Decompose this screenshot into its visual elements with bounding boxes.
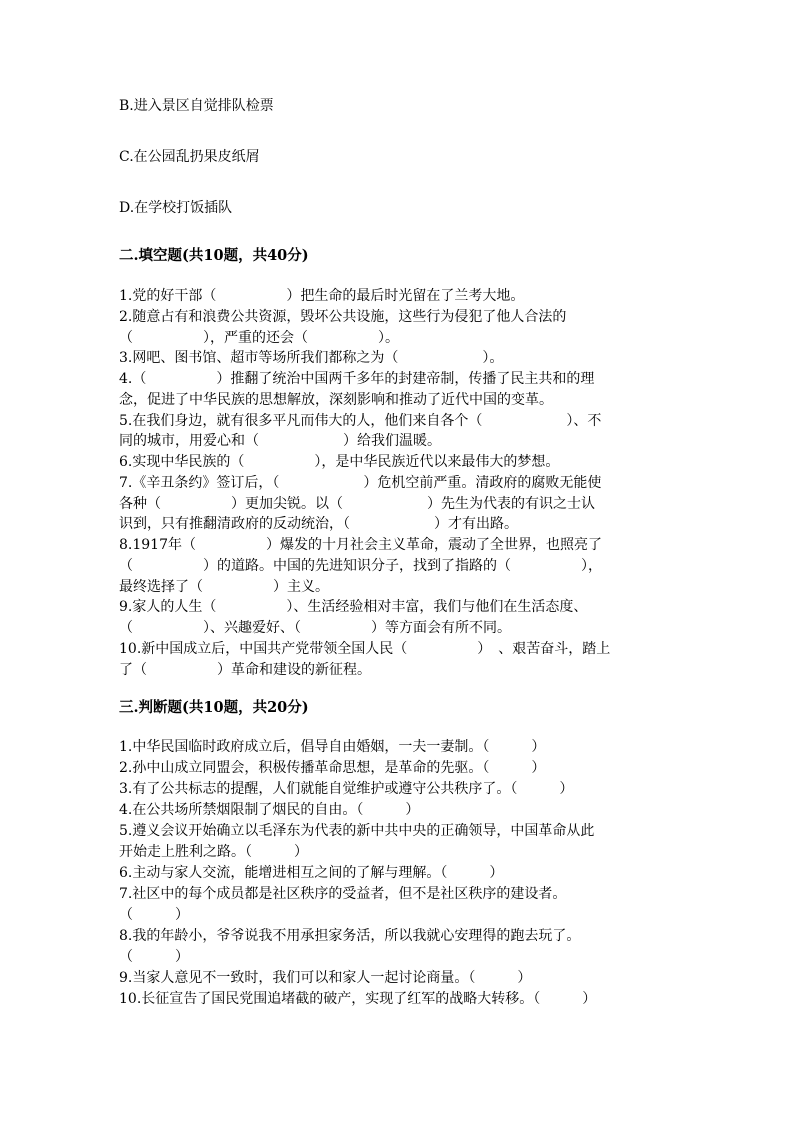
true-false-line: 6.主动与家人交流，能增进相互之间的了解与理解。（ ） [119,865,504,881]
true-false-line: 3.有了公共标志的提醒，人们就能自觉维护或遵守公共秩序了。（ ） [119,781,574,797]
choice-option-b: B.进入景区自觉排队检票 [119,98,274,114]
fill-in-line: 10.新中国成立后，中国共产党带领全国人民（ ） 、艰苦奋斗，踏上 [119,641,611,657]
true-false-line: （ ） [119,907,189,923]
fill-in-line: 1.党的好干部（ ）把生命的最后时光留在了兰考大地。 [119,288,525,304]
fill-in-line: 9.家人的人生（ ）、生活经验相对丰富，我们与他们在生活态度、 [119,599,588,615]
true-false-line: 1.中华民国临时政府成立后，倡导自由婚姻，一夫一妻制。（ ） [119,739,546,755]
choice-option-c: C.在公园乱扔果皮纸屑 [119,149,260,165]
fill-in-line: 2.随意占有和浪费公共资源，毁坏公共设施，这些行为侵犯了他人合法的 [119,309,567,325]
true-false-line: 9.当家人意见不一致时，我们可以和家人一起讨论商量。（ ） [119,970,532,986]
fill-in-line: 识到，只有推翻清政府的反动统治，（ ）才有出路。 [119,516,518,532]
fill-in-line: 8.1917年（ ）爆发的十月社会主义革命，震动了全世界，也照亮了 [119,537,602,553]
fill-in-line: 3.网吧、图书馆、超市等场所我们都称之为（ ）。 [119,350,504,366]
fill-in-line: 同的城市，用爱心和（ ）给我们温暖。 [119,433,441,449]
fill-in-line: 各种（ ）更加尖锐。以（ ）先生为代表的有识之士认 [119,496,595,512]
true-false-line: 7.社区中的每个成员都是社区秩序的受益者，但不是社区秩序的建设者。 [119,886,567,902]
true-false-line: 8.我的年龄小，爷爷说我不用承担家务活，所以我就心安理得的跑去玩了。 [119,928,581,944]
fill-in-line: 4.（ ）推翻了统治中国两千多年的封建帝制，传播了民主共和的理 [119,371,595,387]
section-heading-fill-in: 二.填空题(共10题，共40分) [119,247,309,264]
fill-in-line: 6.实现中华民族的（ ），是中华民族近代以来最伟大的梦想。 [119,454,560,470]
true-false-line: 4.在公共场所禁烟限制了烟民的自由。（ ） [119,802,420,818]
fill-in-line: （ ）、兴趣爱好、（ ）等方面会有所不同。 [119,620,511,636]
fill-in-line: 了（ ）革命和建设的新征程。 [119,662,371,678]
fill-in-line: 最终选择了（ ）主义。 [119,579,329,595]
true-false-line: （ ） [119,949,189,965]
fill-in-line: 5.在我们身边，就有很多平凡而伟大的人，他们来自各个（ ）、不 [119,413,602,429]
true-false-line: 开始走上胜利之路。（ ） [119,844,308,860]
true-false-line: 10.长征宣告了国民党围追堵截的破产，实现了红军的战略大转移。（ ） [119,991,597,1007]
choice-option-d: D.在学校打饭插队 [119,200,233,216]
section-heading-true-false: 三.判断题(共10题，共20分) [119,699,309,716]
true-false-line: 2.孙中山成立同盟会，积极传播革命思想，是革命的先驱。（ ） [119,760,546,776]
fill-in-line: 念，促进了中华民族的思想解放，深刻影响和推动了近代中国的变革。 [119,392,553,408]
true-false-line: 5.遵义会议开始确立以毛泽东为代表的新中共中央的正确领导，中国革命从此 [119,823,595,839]
fill-in-line: （ ），严重的还会（ ）。 [119,330,399,346]
fill-in-line: 7.《辛丑条约》签订后，（ ）危机空前严重。清政府的腐败无能使 [119,475,602,491]
fill-in-line: （ ）的道路。中国的先进知识分子，找到了指路的（ ）， [119,558,602,574]
